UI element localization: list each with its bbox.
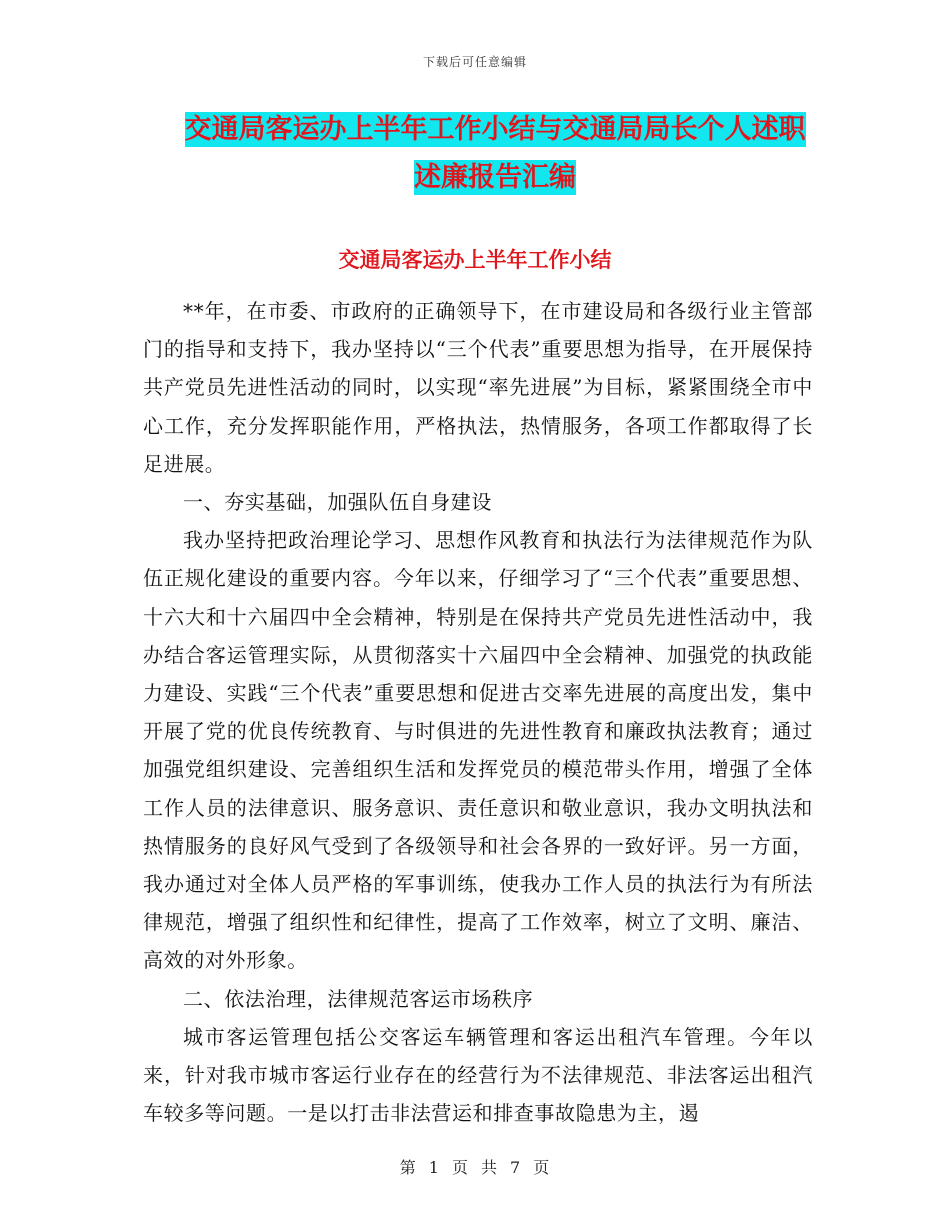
footer-total-label: 共 <box>481 1158 499 1177</box>
document-title-line-1: 交通局客运办上半年工作小结与交通局局长个人述职 <box>184 114 806 145</box>
header-note: 下载后可任意编辑 <box>422 55 527 69</box>
footer-prefix: 第 <box>399 1158 417 1177</box>
paragraph-section-2: 城市客运管理包括公交客运车辆管理和客运出租汽车管理。今年以来，针对我市城市客运行业存在的经营行为不法律规范、非法客运出租汽车较多等问题。一是以打击非法营运和排查事故隐患为主，遏 <box>143 1024 813 1126</box>
footer-suffix: 页 <box>533 1158 551 1177</box>
heading-section-2: 二、依法治理，法律规范客运市场秩序 <box>183 986 534 1011</box>
heading-section-1: 一、夯实基础，加强队伍自身建设 <box>183 490 492 515</box>
footer-page-number: 1 <box>428 1158 440 1177</box>
paragraph-section-1: 我办坚持把政治理论学习、思想作风教育和执法行为法律规范作为队伍正规化建设的重要内容。今年以来，仔细学习了“三个代表”重要思想、十六大和十六届四中全会精神，特别是在保持共产党员先进性活动中，我办结合客运管理实际，从贯彻落实十六届四中全会精神、加强党的执政能力建设、实践“三个代表”重要思想和促进古交率先进展的高度出发，集中开展了党的优良传统教育、与时俱进的先进性教育和廉政执法教育；通过加强党组织建设、完善组织生活和发挥党员的模范带头作用，增强了全体工作人员的法律意识、服务意识、责任意识和敬业意识，我办文明执法和热情服务的良好风气受到了各级领导和社会各界的一致好评。另一方面，我办通过对全体人员严格的军事训练，使我办工作人员的执法行为有所法律规范，增强了组织性和纪律性，提高了工作效率，树立了文明、廉洁、高效的对外形象。 <box>143 528 813 973</box>
page-footer <box>0 1155 950 1178</box>
document-title-line-2: 述廉报告汇编 <box>414 162 576 193</box>
section-title: 交通局客运办上半年工作小结 <box>338 248 612 272</box>
footer-page-label: 页 <box>451 1158 469 1177</box>
paragraph-intro: **年，在市委、市政府的正确领导下，在市建设局和各级行业主管部门的指导和支持下，我办坚持以“三个代表”重要思想为指导，在开展保持共产党员先进性活动的同时，以实现“率先进展”为目标，紧紧围绕全市中心工作，充分发挥职能作用，严格执法，热情服务，各项工作都取得了长足进展。 <box>143 299 813 476</box>
document-body <box>143 292 813 1132</box>
footer-total-pages: 7 <box>510 1158 522 1177</box>
document-title <box>120 106 870 202</box>
